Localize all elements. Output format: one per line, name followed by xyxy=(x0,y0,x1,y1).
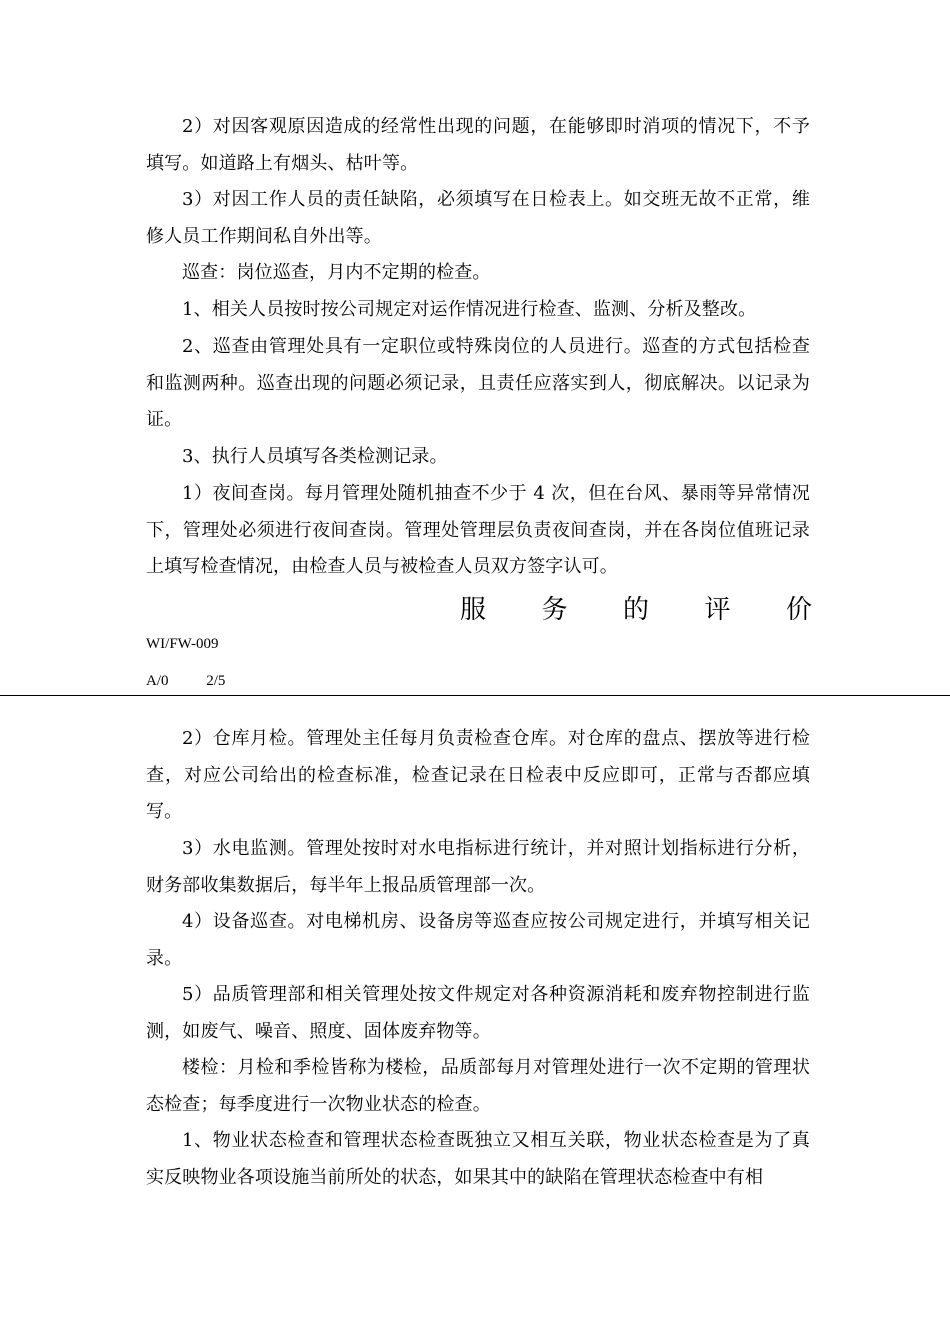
title-char: 的 xyxy=(622,595,649,625)
paragraph-resource-monitoring: 5）品质管理部和相关管理处按文件规定对各种资源消耗和废弃物控制进行监测，如废气、噪音、照度、固体废弃物等。 xyxy=(146,984,810,1042)
paragraph-equipment-patrol: 4）设备巡查。对电梯机房、设备房等巡查应按公司规定进行，并填写相关记录。 xyxy=(146,911,810,969)
paragraph-night-check: 1）夜间查岗。每月管理处随机抽查不少于 4 次，但在台风、暴雨等异常情况下，管理处必须进行夜间查岗。管理处管理层负责夜间查岗，并在各岗位值班记录上填写检查情况，由检查人员与被检查人员双方签字认可。 xyxy=(146,483,810,578)
paragraph-staff-defects: 3）对因工作人员的责任缺陷，必须填写在日检表上。如交班无故不正常，维修人员工作期间私自外出等。 xyxy=(146,189,810,247)
page-number: 2/5 xyxy=(206,673,226,689)
paragraph-objective-issues: 2）对因客观原因造成的经常性出现的问题，在能够即时消项的情况下，不予填写。如道路上有烟头、枯叶等。 xyxy=(146,116,810,174)
revision-line xyxy=(146,671,225,691)
revision-label: A/0 xyxy=(146,673,169,689)
paragraph-patrol-item-2: 2、巡查由管理处具有一定职位或特殊岗位的人员进行。巡查的方式包括检查和监测两种。巡查出现的问题必须记录，且责任应落实到人，彻底解决。以记录为证。 xyxy=(146,336,810,431)
paragraph-warehouse-check: 2）仓库月检。管理处主任每月负责检查仓库。对仓库的盘点、摆放等进行检查，对应公司给出的检查标准，检查记录在日检表中反应即可，正常与否都应填写。 xyxy=(146,728,810,823)
paragraph-property-status: 1、物业状态检查和管理状态检查既独立又相互关联，物业状态检查是为了真实反映物业各项设施当前所处的状态，如果其中的缺陷在管理状态检查中有相 xyxy=(146,1130,810,1188)
paragraph-utility-monitoring: 3）水电监测。管理处按时对水电指标进行统计，并对照计划指标进行分析，财务部收集数据后，每半年上报品质管理部一次。 xyxy=(146,838,810,896)
title-char: 服 xyxy=(460,595,487,625)
document-code: WI/FW-009 xyxy=(146,636,219,652)
paragraph-patrol-definition: 巡查：岗位巡查，月内不定期的检查。 xyxy=(182,262,491,283)
paragraph-patrol-item-3: 3、执行人员填写各类检测记录。 xyxy=(182,446,448,467)
paragraph-patrol-item-1: 1、相关人员按时按公司规定对运作情况进行检查、监测、分析及整改。 xyxy=(182,299,757,320)
title-char: 务 xyxy=(541,595,568,625)
header-divider xyxy=(0,695,950,696)
document-title xyxy=(460,590,812,630)
title-char: 价 xyxy=(785,595,812,625)
paragraph-building-check: 楼检：月检和季检皆称为楼检，品质部每月对管理处进行一次不定期的管理状态检查；每季度进行一次物业状态的检查。 xyxy=(146,1057,810,1115)
title-char: 评 xyxy=(704,595,731,625)
